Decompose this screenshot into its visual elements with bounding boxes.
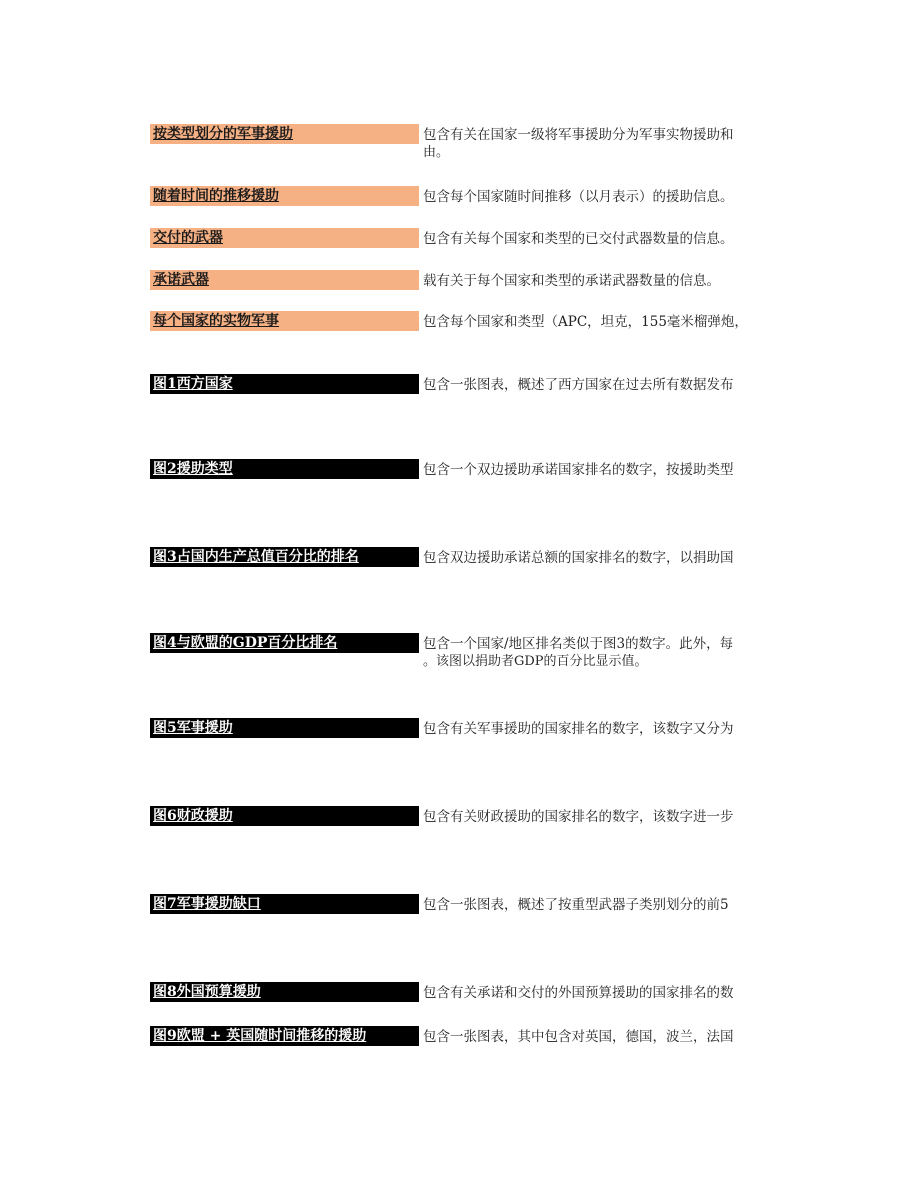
description-line-1: 包含每个国家随时间推移（以月表示）的援助信息。 — [423, 189, 734, 205]
row-description — [423, 461, 795, 479]
sheet-link-figure-3[interactable]: 图3占国内生产总值百分比的排名 — [150, 547, 419, 567]
description-line-1: 包含每个国家和类型（APC，坦克，155毫米榴弹炮， — [423, 314, 748, 330]
sheet-link-figure-9[interactable]: 图9欧盟 + 英国随时间推移的援助 — [150, 1026, 419, 1046]
sheet-link-military-aid-by-type[interactable]: 按类型划分的军事援助 — [150, 124, 419, 144]
description-line-1: 包含有关每个国家和类型的已交付武器数量的信息。 — [423, 231, 734, 247]
description-line-1: 包含有关军事援助的国家排名的数字，该数字又分为 — [423, 721, 734, 737]
description-line-1: 包含一张图表，概述了西方国家在过去所有数据发布 — [423, 377, 734, 393]
sheet-link-delivered-weapons[interactable]: 交付的武器 — [150, 228, 419, 248]
description-line-2: 由。 — [423, 145, 450, 160]
row-description — [423, 896, 795, 914]
sheet-link-figure-5[interactable]: 图5军事援助 — [150, 718, 419, 738]
sheet-link-figure-1[interactable]: 图1西方国家 — [150, 374, 419, 394]
row-description — [423, 376, 795, 394]
description-line-1: 载有关于每个国家和类型的承诺武器数量的信息。 — [423, 273, 720, 289]
description-line-1: 包含一个双边援助承诺国家排名的数字，按援助类型 — [423, 462, 734, 478]
sheet-link-figure-7[interactable]: 图7军事援助缺口 — [150, 894, 419, 914]
row-description — [423, 549, 795, 567]
row-description — [423, 272, 795, 290]
sheet-link-pledged-weapons[interactable]: 承诺武器 — [150, 270, 419, 290]
row-description — [423, 188, 795, 206]
sheet-link-aid-over-time[interactable]: 随着时间的推移援助 — [150, 186, 419, 206]
description-line-1: 包含有关在国家一级将军事援助分为军事实物援助和 — [423, 127, 734, 143]
sheet-link-figure-6[interactable]: 图6财政援助 — [150, 806, 419, 826]
row-description — [423, 635, 795, 671]
row-description — [423, 126, 795, 162]
sheet-link-figure-2[interactable]: 图2援助类型 — [150, 459, 419, 479]
row-description — [423, 1028, 795, 1046]
description-line-1: 包含一张图表，概述了按重型武器子类别划分的前5 — [423, 897, 729, 913]
description-line-1: 包含一个国家/地区排名类似于图3的数字。此外，每 — [423, 636, 734, 652]
row-description — [423, 230, 795, 248]
row-description — [423, 720, 795, 738]
sheet-link-figure-4[interactable]: 图4与欧盟的GDP百分比排名 — [150, 633, 419, 653]
description-line-2: 。该图以捐助者GDP的百分比显示值。 — [423, 654, 648, 669]
description-line-1: 包含一张图表，其中包含对英国，德国，波兰，法国 — [423, 1029, 734, 1045]
description-line-1: 包含有关承诺和交付的外国预算援助的国家排名的数 — [423, 985, 734, 1001]
sheet-link-in-kind-military-per-country[interactable]: 每个国家的实物军事 — [150, 311, 419, 331]
description-line-1: 包含双边援助承诺总额的国家排名的数字，以捐助国 — [423, 550, 734, 566]
row-description — [423, 313, 795, 331]
sheet-link-figure-8[interactable]: 图8外国预算援助 — [150, 982, 419, 1002]
description-line-1: 包含有关财政援助的国家排名的数字，该数字进一步 — [423, 809, 734, 825]
row-description — [423, 808, 795, 826]
row-description — [423, 984, 795, 1002]
